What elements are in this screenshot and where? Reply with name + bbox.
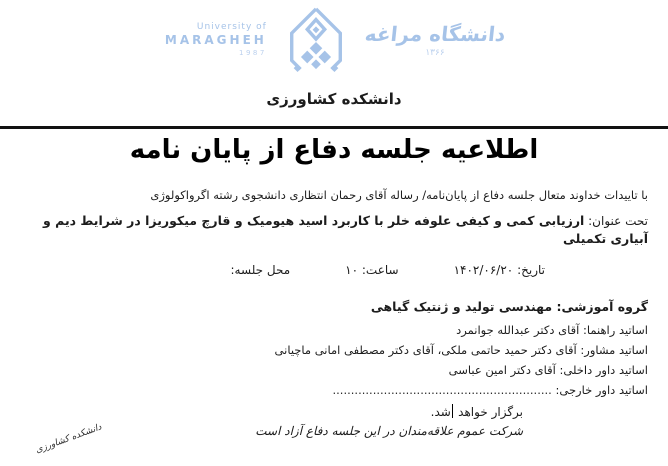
session-date	[454, 262, 545, 278]
supervisor-value: آقای دکتر عبدالله جوانمرد	[456, 323, 580, 337]
logo-maragheh-label: MARAGHEH	[164, 33, 267, 48]
external-examiner-label: اساتید داور خارجی:	[555, 383, 648, 397]
session-location	[231, 262, 291, 278]
date-value: ۱۴۰۲/۰۶/۲۰	[453, 263, 514, 277]
open-invitation-note: شرکت عموم علاقه‌مندان در این جلسه دفاع آزاد است	[255, 424, 523, 438]
group-value: مهندسی تولید و ژنتیک گیاهی	[370, 299, 553, 314]
session-info-row	[20, 262, 648, 278]
advisor-label: اساتید مشاور:	[580, 343, 648, 357]
closing-line	[20, 404, 648, 420]
advisor-line	[20, 342, 648, 358]
thesis-subject-line	[20, 212, 648, 248]
thesis-title: ارزیابی کمی و کیفی علوفه خلر با کاربرد اسید هیومیک و قارچ میکوریزا در شرایط دیم و آبیاری تکمیلی	[43, 213, 648, 246]
time-label: ساعت:	[361, 263, 399, 277]
logo-persian-text	[365, 22, 505, 58]
university-emblem-icon	[277, 6, 355, 74]
logo-year-en-label: 1987	[238, 49, 267, 58]
logo-english-text	[163, 22, 267, 58]
text-cursor	[452, 404, 454, 418]
advisor-value: آقای دکتر حمید حاتمی ملکی، آقای دکتر مصطفی امانی ماچیانی	[274, 343, 577, 357]
supervisor-label: اساتید راهنما:	[582, 323, 648, 337]
announcement-body	[0, 187, 668, 439]
subject-label: تحت عنوان:	[588, 214, 648, 228]
logo-university-of-label: University of	[196, 22, 267, 32]
logo-year-fa-label: ۱۳۶۶	[425, 48, 445, 58]
session-time	[345, 262, 398, 278]
internal-examiner-label: اساتید داور داخلی:	[559, 363, 648, 377]
supervisor-line	[20, 322, 648, 338]
location-label: محل جلسه:	[230, 263, 291, 277]
logo-university-fa-label: دانشگاه مراغه	[363, 22, 507, 46]
university-logo	[0, 6, 668, 74]
divider-line	[0, 126, 668, 129]
academic-group-line	[20, 298, 648, 315]
time-value: ۱۰	[345, 263, 359, 277]
blank-dotted-line: ............................................................	[332, 383, 552, 397]
internal-examiner-value: آقای دکتر امین عباسی	[448, 363, 556, 377]
date-label: تاریخ:	[517, 263, 545, 277]
closing-part1: برگزار خواهد	[458, 405, 523, 419]
internal-examiner-line	[20, 362, 648, 378]
group-label: گروه آموزشی:	[556, 299, 648, 314]
external-examiner-line	[20, 382, 648, 398]
intro-line: با تاییدات خداوند متعال جلسه دفاع از پایان‌نامه/ رساله آقای رحمان انتظاری دانشجوی رشته اگرواکولوژی	[150, 188, 648, 202]
closing-part2: شد.	[430, 405, 451, 419]
faculty-title: دانشکده کشاورزی	[266, 90, 402, 108]
faculty-stamp: دانشکده کشاورزی	[34, 422, 104, 456]
page-title: اطلاعیه جلسه دفاع از پایان نامه	[129, 135, 539, 165]
